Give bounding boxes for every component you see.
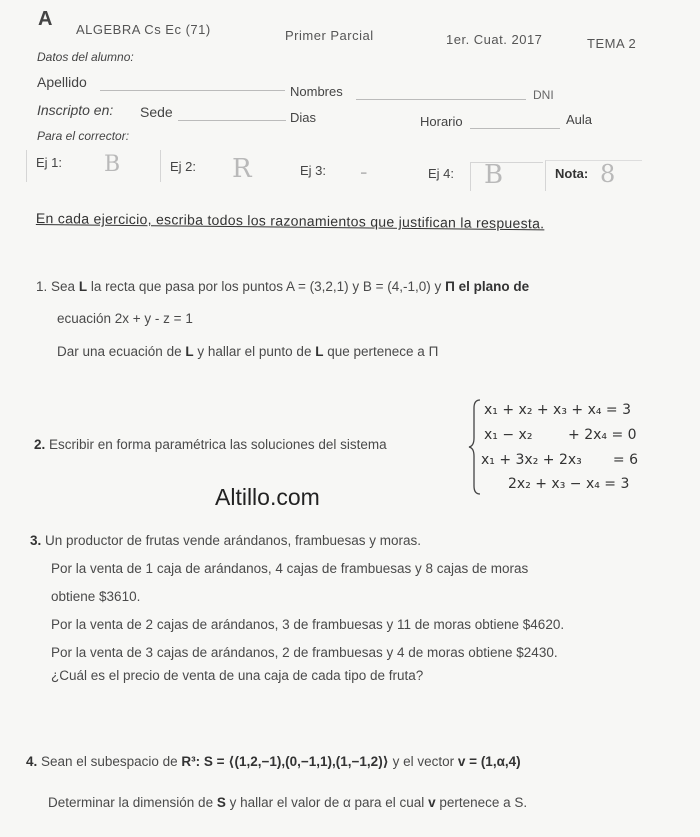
q1-line1-a: Sea: [51, 279, 76, 294]
system-brace-icon: [468, 398, 482, 496]
q4-line2-a: Determinar la dimensión de: [48, 795, 214, 810]
ej3-mark: -: [360, 160, 368, 185]
q3-line2: Por la venta de 1 caja de arándanos, 4 cajas de frambuesas y 8 cajas de moras: [51, 561, 529, 576]
q1-line3-L: L: [185, 344, 194, 359]
nombres-field[interactable]: [356, 99, 526, 100]
ej4-mark: B: [484, 160, 504, 190]
student-section-title: Datos del alumno:: [37, 50, 134, 64]
sede-field[interactable]: [178, 120, 286, 121]
q2-text: [34, 437, 387, 452]
apellido-field[interactable]: [100, 90, 285, 91]
system-eq-1: x₁ + x₂ + x₃ + x₄ = 3: [484, 402, 632, 418]
nombres-label: Nombres: [290, 84, 343, 99]
q4-line2-b: y hallar el valor de α para el cual: [229, 795, 425, 810]
ej4-label: Ej 4:: [428, 166, 455, 181]
q1-line3: [57, 344, 438, 359]
q3-line1: [30, 533, 421, 548]
inscripto-label: Inscripto en:: [37, 102, 114, 118]
q1-line3-a: Dar una ecuación de: [57, 344, 182, 359]
q4-line2-S: S: [216, 795, 226, 810]
q1-line3-b: y hallar el punto de: [197, 344, 312, 359]
q4-number: 4.: [26, 754, 38, 769]
exam-term: 1er. Cuat. 2017: [446, 32, 543, 47]
q4-line2-c: pertenece a S.: [439, 795, 528, 810]
apellido-label: Apellido: [37, 74, 87, 90]
q4-line1-b: y el vector: [392, 754, 455, 769]
system-eq-4: 2x₂ + x₃ − x₄ = 3: [508, 476, 630, 492]
horario-label: Horario: [420, 114, 463, 129]
q1-line2: ecuación 2x + y - z = 1: [57, 311, 193, 326]
q1-line3-c: que pertenece a Π: [327, 344, 439, 359]
ej2-mark: R: [232, 154, 252, 184]
q3-number: 3.: [30, 533, 42, 548]
instruction-text: En cada ejercicio, escriba todos los razonamientos que justifican la respuesta.: [35, 210, 545, 232]
q4-line1-R: R³:: [181, 754, 201, 769]
system-eq-3: x₁ + 3x₂ + 2x₃ = 6: [481, 452, 639, 468]
watermark: Altillo.com: [215, 484, 320, 510]
q3-line3: obtiene $3610.: [51, 589, 141, 604]
q1-line1-c: el plano de: [458, 279, 530, 294]
q2-statement: Escribir en forma paramétrica las soluciones del sistema: [49, 437, 387, 452]
q4-line1: [26, 754, 521, 770]
ej1-label: Ej 1:: [36, 155, 63, 170]
q1-line1-b: la recta que pasa por los puntos A = (3,2,1) y B = (4,-1,0) y: [90, 279, 442, 294]
dias-label: Dias: [290, 110, 317, 125]
exam-name: Primer Parcial: [285, 28, 374, 43]
horario-field[interactable]: [470, 128, 560, 129]
q2-number: 2.: [34, 437, 46, 452]
q3-line4: Por la venta de 2 cajas de arándanos, 3 de frambuesas y 11 de moras obtiene $4620.: [51, 617, 565, 632]
ej1-mark: B: [104, 152, 121, 177]
ej4-box: [470, 162, 543, 191]
q3-line1-text: Un productor de frutas vende arándanos, frambuesas y moras.: [45, 533, 421, 548]
q4-line2: [48, 795, 527, 810]
q1-line3-L2: L: [315, 344, 324, 359]
nota-mark: 8: [600, 160, 616, 188]
q4-line1-a: Sean el subespacio de: [41, 754, 178, 769]
q4-vector: v = (1,α,4): [457, 754, 521, 769]
ej2-label: Ej 2:: [170, 159, 197, 174]
exam-letter: A: [38, 8, 53, 30]
q1-number: 1.: [36, 279, 48, 294]
aula-label: Aula: [566, 112, 593, 127]
course-title: ALGEBRA Cs Ec (71): [76, 22, 211, 37]
nota-label: Nota:: [555, 166, 589, 181]
dni-label: DNI: [533, 88, 554, 102]
exam-theme: TEMA 2: [587, 36, 637, 51]
q1-line1-pi: Π: [445, 279, 455, 294]
ej3-label: Ej 3:: [300, 163, 327, 178]
q4-line2-v: v: [428, 795, 436, 810]
system-eq-2: x₁ − x₂ + 2x₄ = 0: [484, 427, 637, 443]
q1-line1-L: L: [78, 279, 88, 294]
q3-line6: ¿Cuál es el precio de venta de una caja de cada tipo de fruta?: [51, 668, 424, 683]
sede-label: Sede: [140, 104, 173, 120]
q1-line1: [36, 279, 529, 294]
corrector-title: Para el corrector:: [37, 129, 130, 143]
q3-line5: Por la venta de 3 cajas de arándanos, 2 de frambuesas y 4 de moras obtiene $2430.: [51, 645, 558, 660]
q4-subspace: S = ⟨(1,2,−1),(0,−1,1),(1,−1,2)⟩: [203, 754, 389, 769]
